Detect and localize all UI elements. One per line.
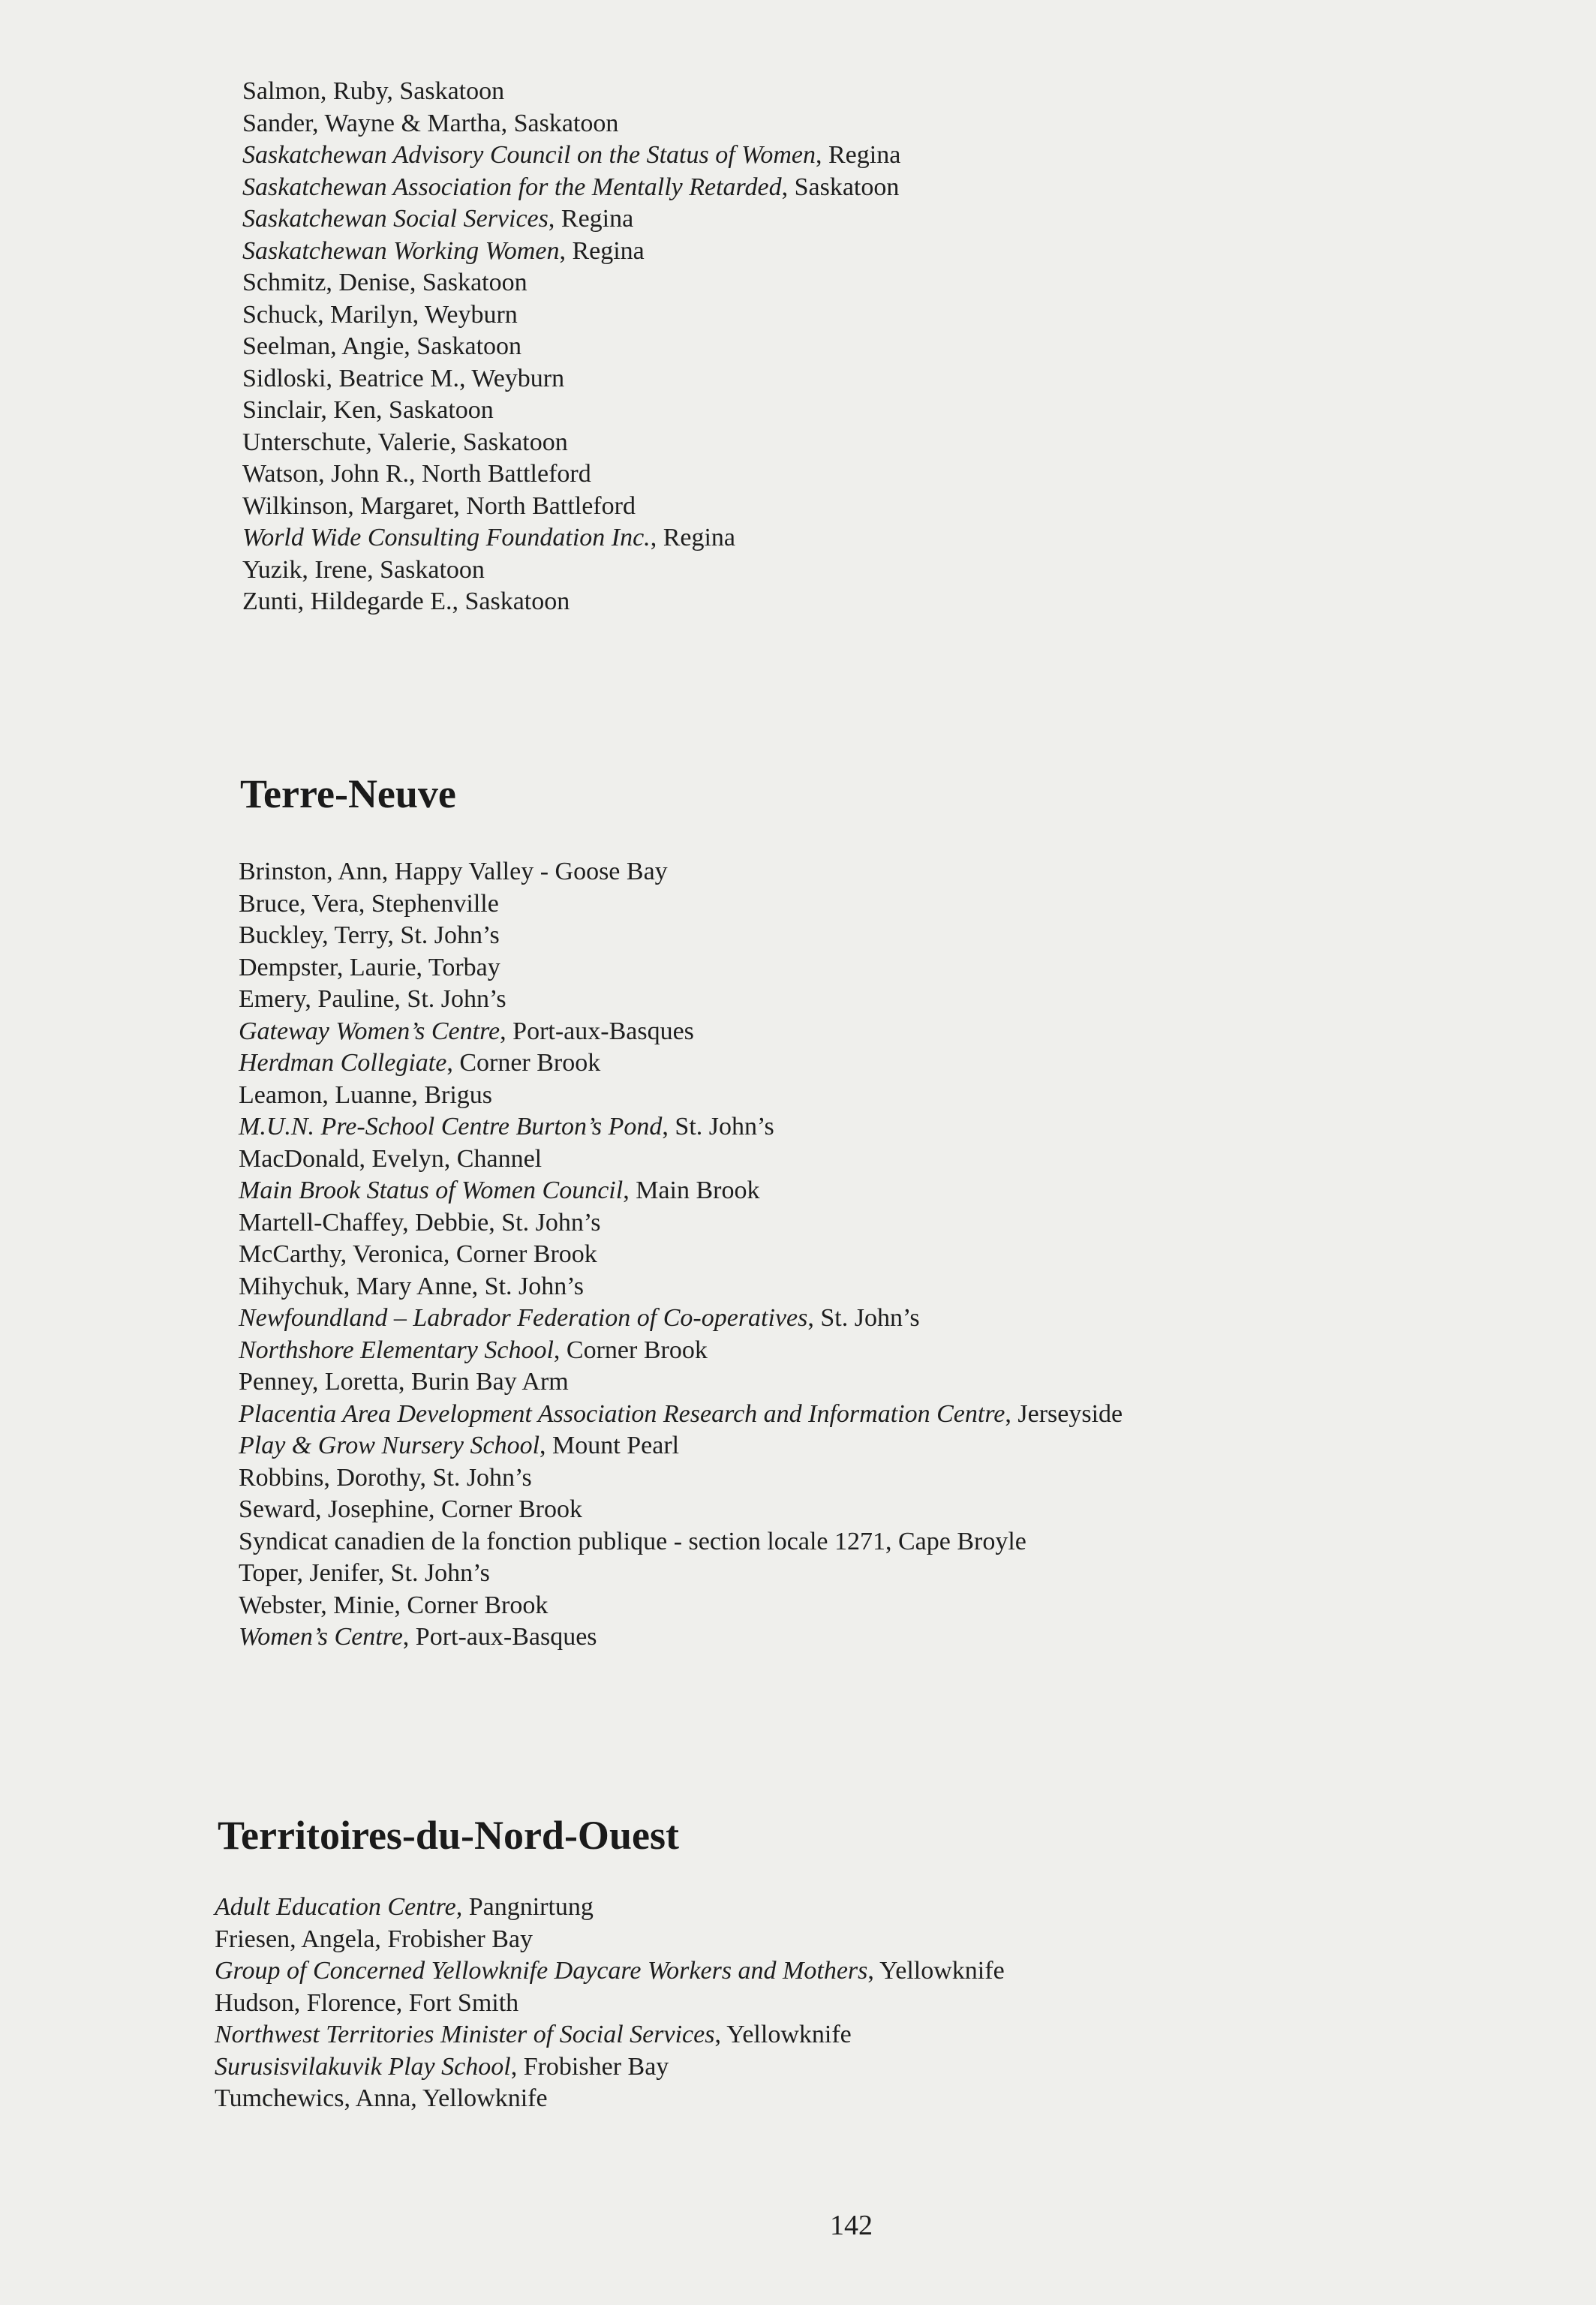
list-item: Northwest Territories Minister of Social Services, Yellowknife bbox=[215, 2021, 852, 2048]
list-item: Bruce, Vera, Stephenville bbox=[239, 889, 499, 918]
list-item: Brinston, Ann, Happy Valley - Goose Bay bbox=[239, 858, 668, 885]
list-item: Yuzik, Irene, Saskatoon bbox=[242, 555, 485, 584]
list-item: Saskatchewan Advisory Council on the Status of Women, Regina bbox=[242, 141, 901, 169]
list-item: Mihychuk, Mary Anne, St. John’s bbox=[239, 1272, 584, 1300]
list-item: Newfoundland – Labrador Federation of Co-operatives, St. John’s bbox=[239, 1304, 920, 1332]
list-item: Sander, Wayne & Martha, Saskatoon bbox=[242, 109, 619, 137]
list-item: Toper, Jenifer, St. John’s bbox=[239, 1559, 490, 1587]
list-item: Tumchewics, Anna, Yellowknife bbox=[215, 2084, 548, 2112]
list-item: Salmon, Ruby, Saskatoon bbox=[242, 77, 505, 105]
list-item: Schuck, Marilyn, Weyburn bbox=[242, 300, 518, 329]
list-item: Emery, Pauline, St. John’s bbox=[239, 985, 506, 1013]
list-item: Main Brook Status of Women Council, Main Brook bbox=[239, 1177, 760, 1204]
saskatchewan-list bbox=[242, 76, 900, 618]
section-heading-territoires: Territoires-du-Nord-Ouest bbox=[218, 1813, 679, 1858]
list-item: M.U.N. Pre-School Centre Burton’s Pond, St. John’s bbox=[239, 1113, 774, 1140]
list-item: Sidloski, Beatrice M., Weyburn bbox=[242, 364, 565, 392]
page-number: 142 bbox=[830, 2210, 873, 2241]
list-item: MacDonald, Evelyn, Channel bbox=[239, 1144, 543, 1173]
list-item: Sinclair, Ken, Saskatoon bbox=[242, 396, 494, 424]
list-item: Seelman, Angie, Saskatoon bbox=[242, 332, 522, 360]
list-item: Saskatchewan Social Services, Regina bbox=[242, 205, 634, 233]
list-item: Buckley, Terry, St. John’s bbox=[239, 921, 500, 949]
list-item: Schmitz, Denise, Saskatoon bbox=[242, 269, 527, 296]
list-item: Group of Concerned Yellowknife Daycare Workers and Mothers, Yellowknife bbox=[215, 1957, 1005, 1985]
list-item: Hudson, Florence, Fort Smith bbox=[215, 1988, 519, 2017]
list-item: Adult Education Centre, Pangnirtung bbox=[215, 1893, 594, 1921]
list-item: Watson, John R., North Battleford bbox=[242, 460, 591, 488]
list-item: Dempster, Laurie, Torbay bbox=[239, 953, 500, 981]
list-item: Seward, Josephine, Corner Brook bbox=[239, 1495, 582, 1523]
list-item: Northshore Elementary School, Corner Brook bbox=[239, 1336, 708, 1364]
territoires-list bbox=[215, 1892, 1005, 2115]
list-item: Friesen, Angela, Frobisher Bay bbox=[215, 1925, 533, 1953]
list-item: Unterschute, Valerie, Saskatoon bbox=[242, 428, 568, 456]
list-item: McCarthy, Veronica, Corner Brook bbox=[239, 1240, 597, 1268]
list-item: Herdman Collegiate, Corner Brook bbox=[239, 1049, 601, 1077]
list-item: Play & Grow Nursery School, Mount Pearl bbox=[239, 1432, 680, 1459]
list-item: Martell-Chaffey, Debbie, St. John’s bbox=[239, 1208, 601, 1237]
list-item: Zunti, Hildegarde E., Saskatoon bbox=[242, 588, 570, 615]
list-item: Syndicat canadien de la fonction publique - section locale 1271, Cape Broyle bbox=[239, 1527, 1026, 1555]
list-item: Webster, Minie, Corner Brook bbox=[239, 1591, 549, 1619]
list-item: Leamon, Luanne, Brigus bbox=[239, 1080, 493, 1109]
list-item: World Wide Consulting Foundation Inc., Regina bbox=[242, 524, 735, 551]
section-heading-terre-neuve: Terre-Neuve bbox=[240, 771, 456, 816]
list-item: Placentia Area Development Association Research and Information Centre, Jerseyside bbox=[239, 1399, 1123, 1428]
list-item: Gateway Women’s Centre, Port-aux-Basques bbox=[239, 1017, 694, 1045]
list-item: Women’s Centre, Port-aux-Basques bbox=[239, 1623, 597, 1651]
list-item: Surusisvilakuvik Play School, Frobisher Bay bbox=[215, 2052, 669, 2081]
terre-neuve-list bbox=[239, 856, 1123, 1654]
list-item: Penney, Loretta, Burin Bay Arm bbox=[239, 1368, 569, 1396]
list-item: Saskatchewan Working Women, Regina bbox=[242, 236, 645, 265]
list-item: Robbins, Dorothy, St. John’s bbox=[239, 1463, 532, 1492]
list-item: Saskatchewan Association for the Mentally Retarded, Saskatoon bbox=[242, 173, 900, 201]
list-item: Wilkinson, Margaret, North Battleford bbox=[242, 491, 636, 520]
